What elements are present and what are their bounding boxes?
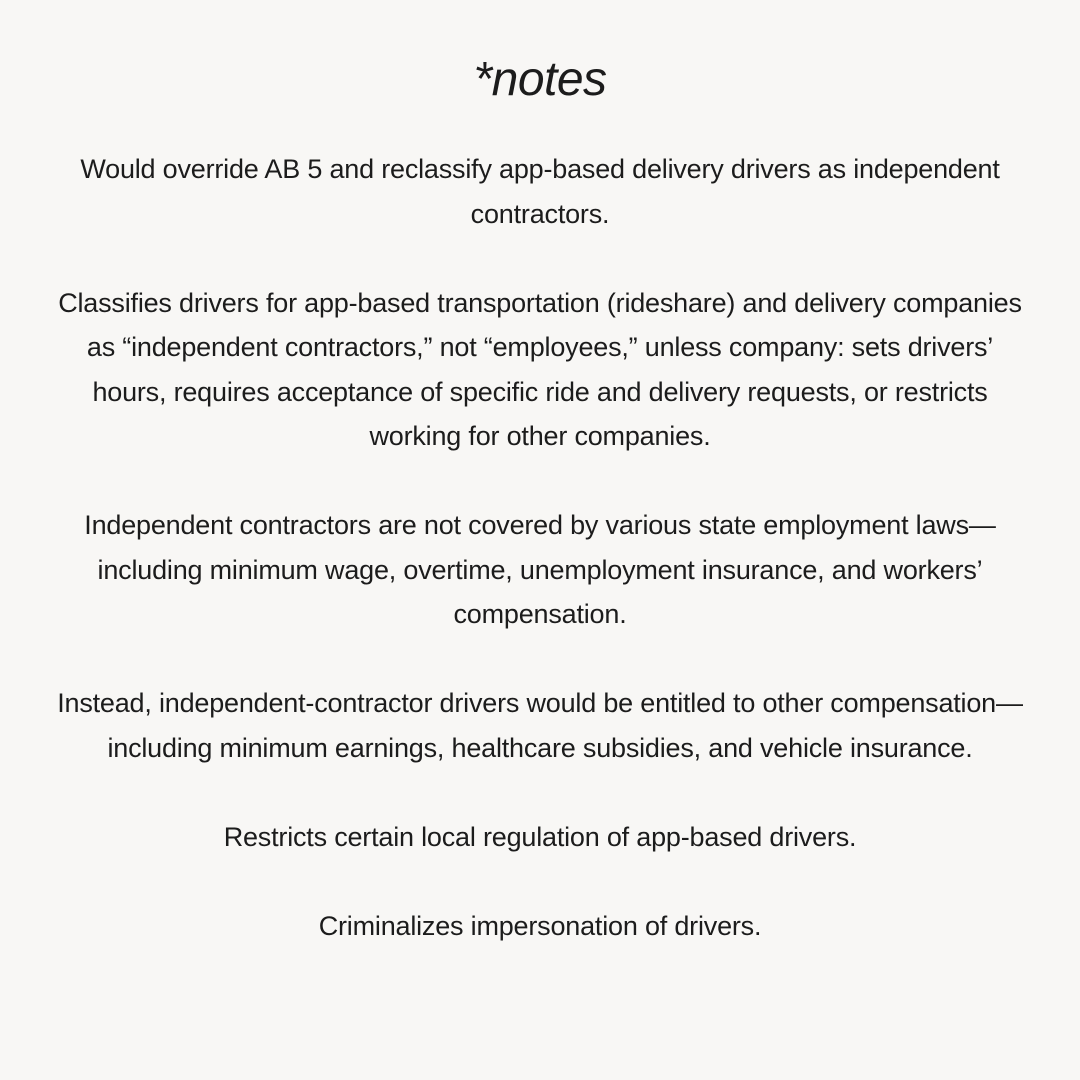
note-paragraph: Classifies drivers for app-based transportation (rideshare) and delivery companies as “independent contractors,” not “employees,” unless company: sets drivers’ hours, requires acceptance of specific ride and delivery requests, or restricts working for other companies. [58, 287, 1022, 451]
note-paragraph: Independent contractors are not covered by various state employment laws—including minimum wage, overtime, unemployment insurance, and workers’ compensation. [84, 510, 996, 629]
notes-list [50, 147, 1030, 948]
note-paragraph: Instead, independent-contractor drivers would be entitled to other compensation—including minimum earnings, healthcare subsidies, and vehicle insurance. [57, 688, 1023, 763]
page-title: *notes [473, 53, 607, 106]
note-paragraph: Criminalizes impersonation of drivers. [318, 910, 762, 941]
note-paragraph: Would override AB 5 and reclassify app-based delivery drivers as independent contractors. [80, 154, 1000, 229]
note-paragraph: Restricts certain local regulation of app-based drivers. [223, 821, 857, 852]
